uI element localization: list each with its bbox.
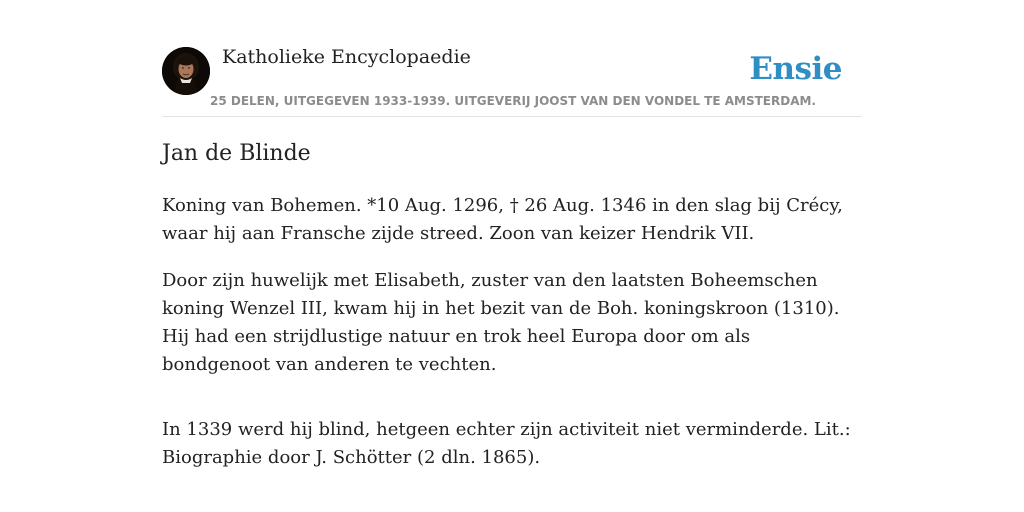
article-paragraph: Door zijn huwelijk met Elisabeth, zuster van den laatsten Boheemschen koning Wenzel III, kwam hij in het bezit van de Boh. koningskroon (1310). Hij had een strijdlustige natuur en trok heel Europa door om als bondgenoot van anderen te vechten.	[162, 270, 840, 375]
brand-logo[interactable]: Ensie	[749, 51, 842, 87]
portrait-icon[interactable]	[162, 47, 210, 95]
article-paragraph: Koning van Bohemen. *10 Aug. 1296, † 26 Aug. 1346 in den slag bij Crécy, waar hij aan Fransche zijde streed. Zoon van keizer Hendrik VII.	[162, 195, 843, 244]
article-paragraph: In 1339 werd hij blind, hetgeen echter zijn activiteit niet verminderde. Lit.: Biographie door J. Schötter (2 dln. 1865).	[162, 419, 851, 468]
portrait-image	[162, 47, 210, 95]
encyclopedia-title[interactable]: Katholieke Encyclopaedie	[222, 46, 471, 68]
encyclopedia-header	[162, 46, 862, 117]
article-title: Jan de Blinde	[162, 141, 311, 166]
encyclopedia-subtitle: 25 DELEN, UITGEGEVEN 1933-1939. UITGEVERIJ JOOST VAN DEN VONDEL TE AMSTERDAM.	[210, 94, 816, 108]
article	[162, 138, 862, 491]
